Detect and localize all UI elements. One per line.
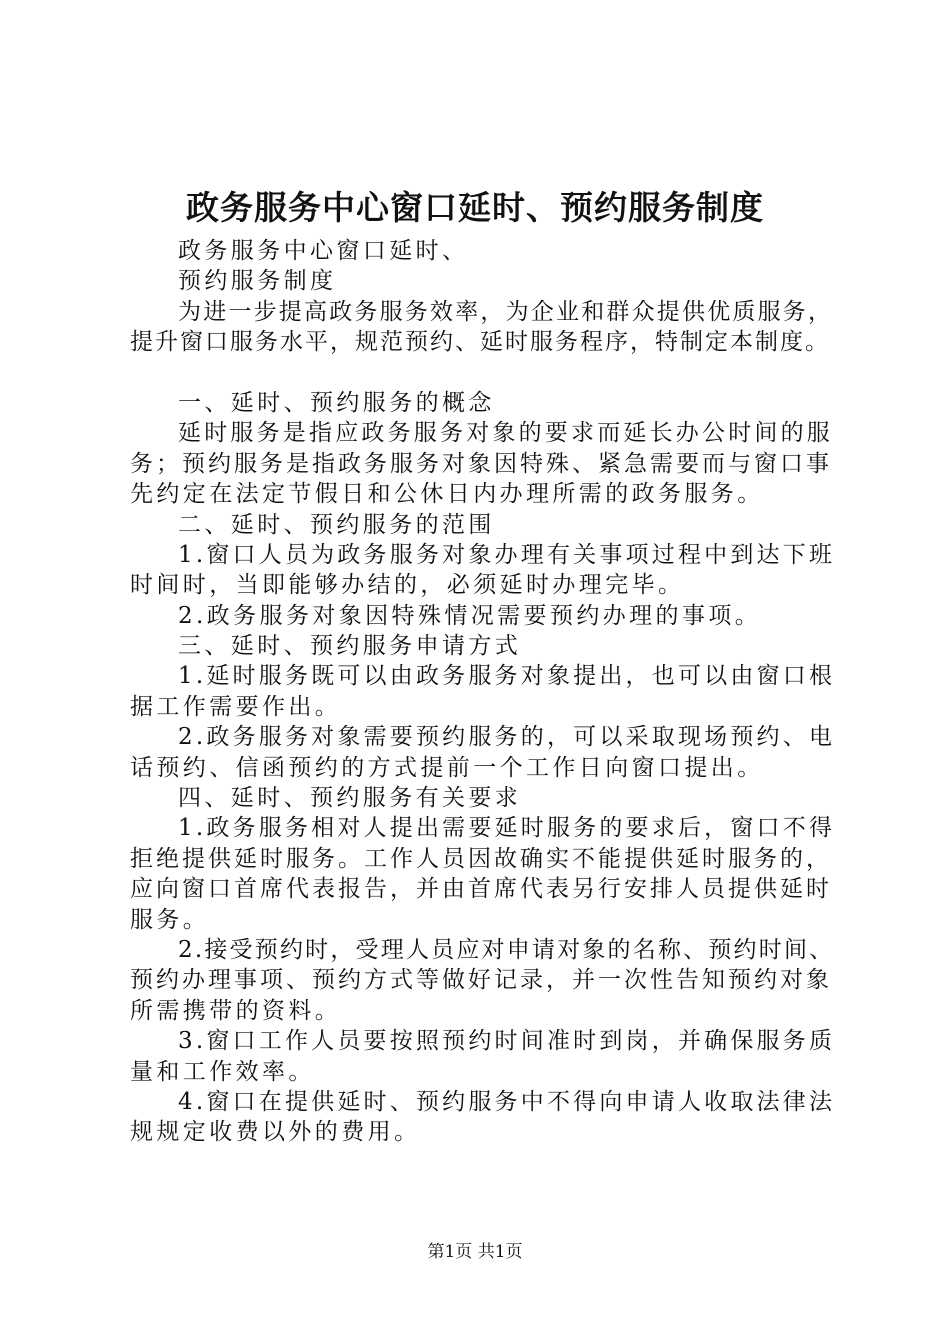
paragraph-line: 1.政务服务相对人提出需要延时服务的要求后，窗口不得 <box>178 815 836 842</box>
paragraph-line: 1.窗口人员为政务服务对象办理有关事项过程中到达下班 <box>178 541 836 568</box>
paragraph-line: 为进一步提高政务服务效率，为企业和群众提供优质服务， <box>178 298 834 325</box>
paragraph-line: 4.窗口在提供延时、预约服务中不得向申请人收取法律法 <box>178 1088 836 1115</box>
paragraph-line: 话预约、信函预约的方式提前一个工作日向窗口提出。 <box>130 754 764 781</box>
paragraph-line: 服务。 <box>130 906 210 933</box>
paragraph-line: 二、延时、预约服务的范围 <box>178 511 495 538</box>
page-footer: 第1页 共1页 <box>427 1242 523 1262</box>
paragraph-line: 先约定在法定节假日和公休日内办理所需的政务服务。 <box>130 481 764 508</box>
paragraph-line: 2.接受预约时，受理人员应对申请对象的名称、预约时间、 <box>178 936 835 963</box>
blank-line <box>130 358 830 388</box>
paragraph-line: 拒绝提供延时服务。工作人员因故确实不能提供延时服务的， <box>130 845 832 872</box>
paragraph-line: 2.政务服务对象因特殊情况需要预约办理的事项。 <box>178 602 762 629</box>
document-body <box>130 236 836 1148</box>
paragraph-line: 提升窗口服务水平，规范预约、延时服务程序，特制定本制度。 <box>130 329 830 356</box>
paragraph-line: 所需携带的资料。 <box>130 997 342 1024</box>
paragraph-line: 应向窗口首席代表报告，并由首席代表另行安排人员提供延时 <box>130 876 832 903</box>
paragraph-line: 预约服务制度 <box>178 268 337 295</box>
paragraph-line: 据工作需要作出。 <box>130 693 342 720</box>
paragraph-line: 1.延时服务既可以由政务服务对象提出，也可以由窗口根 <box>178 663 836 690</box>
paragraph-line: 规规定收费以外的费用。 <box>130 1119 421 1146</box>
paragraph-line: 预约办理事项、预约方式等做好记录，并一次性告知预约对象 <box>130 967 832 994</box>
paragraph-line: 时间时，当即能够办结的，必须延时办理完毕。 <box>130 572 685 599</box>
paragraph-line: 3.窗口工作人员要按照预约时间准时到岗，并确保服务质 <box>178 1028 836 1055</box>
paragraph-line: 政务服务中心窗口延时、 <box>178 238 469 264</box>
paragraph-line: 务；预约服务是指政务服务对象因特殊、紧急需要而与窗口事 <box>130 450 832 477</box>
paragraph-line: 一、延时、预约服务的概念 <box>178 389 495 416</box>
paragraph-line: 延时服务是指应政务服务对象的要求而延长办公时间的服 <box>178 420 833 447</box>
paragraph-line: 四、延时、预约服务有关要求 <box>178 785 522 812</box>
paragraph-line: 2.政务服务对象需要预约服务的，可以采取现场预约、电 <box>178 724 836 751</box>
paragraph-line: 量和工作效率。 <box>130 1058 315 1085</box>
document-title: 政务服务中心窗口延时、预约服务制度 <box>186 188 764 227</box>
paragraph-line: 三、延时、预约服务申请方式 <box>178 633 522 660</box>
